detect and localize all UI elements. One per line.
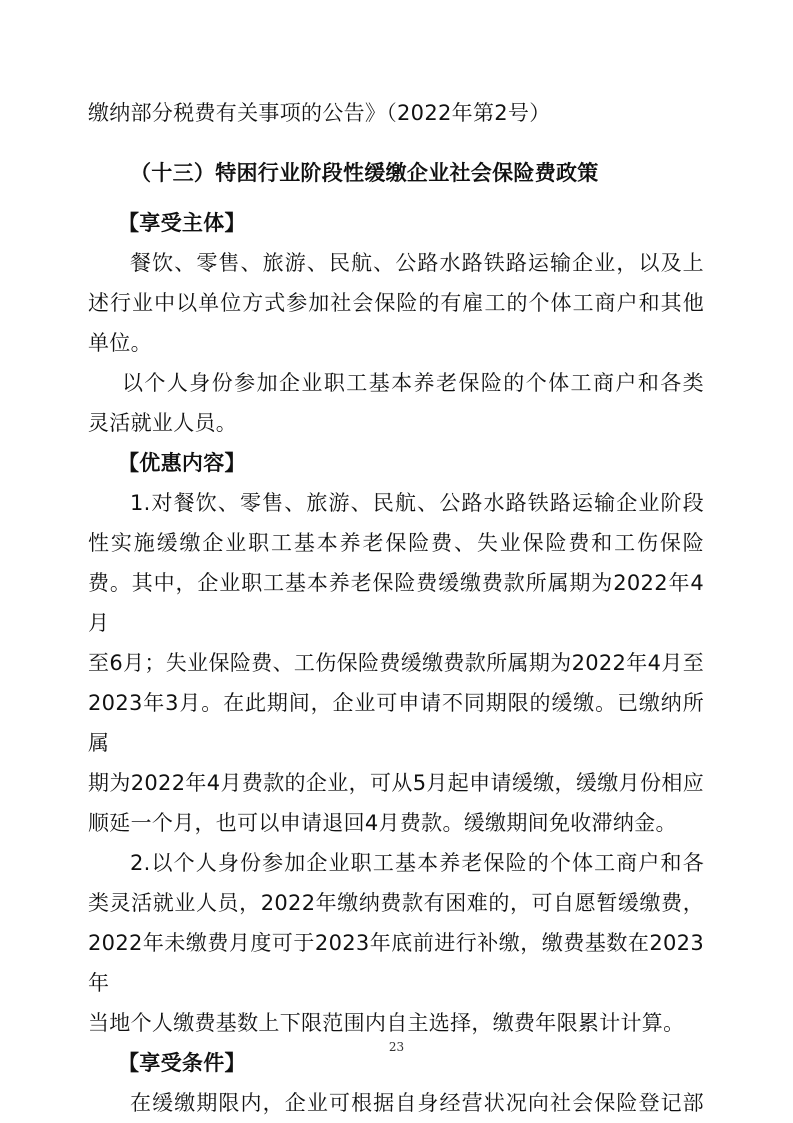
text-line: 期为2022年4月费款的企业，可从5月起申请缓缴，缓缴月份相应	[88, 771, 704, 795]
subheading-subject: 【享受主体】	[118, 211, 246, 235]
text-line: 以个人身份参加企业职工基本养老保险的个体工商户和各类	[122, 371, 704, 395]
page-number: 23	[388, 1040, 405, 1054]
text-line: 当地个人缴费基数上下限范围内自主选择，缴费年限累计计算。	[88, 1011, 685, 1035]
text-line: 1.对餐饮、零售、旅游、民航、公路水路铁路运输企业阶段	[130, 491, 704, 515]
subheading-content: 【优惠内容】	[118, 451, 246, 475]
text-line: 性实施缓缴企业职工基本养老保险费、失业保险费和工伤保险	[88, 531, 704, 555]
document-body	[88, 93, 704, 1123]
text-line: 缴纳部分税费有关事项的公告》（2022年第2号）	[88, 101, 551, 125]
text-line: 餐饮、零售、旅游、民航、公路水路铁路运输企业，以及上	[130, 251, 704, 275]
text-line: 2023年3月。在此期间，企业可申请不同期限的缓缴。已缴纳所属	[88, 691, 704, 755]
text-line: 顺延一个月，也可以申请退回4月费款。缓缴期间免收滞纳金。	[88, 811, 677, 835]
text-line: 至6月；失业保险费、工伤保险费缓缴费款所属期为2022年4月至	[88, 651, 704, 675]
text-line: 单位。	[88, 331, 152, 355]
text-line: 类灵活就业人员，2022年缴纳费款有困难的，可自愿暂缓缴费，	[88, 891, 704, 915]
section-heading: （十三）特困行业阶段性缓缴企业社会保险费政策	[130, 161, 599, 185]
subheading-condition: 【享受条件】	[118, 1051, 246, 1075]
text-line: 述行业中以单位方式参加社会保险的有雇工的个体工商户和其他	[88, 291, 704, 315]
text-line: 2.以个人身份参加企业职工基本养老保险的个体工商户和各	[130, 851, 704, 875]
text-line: 灵活就业人员。	[88, 411, 238, 435]
text-line: 在缓缴期限内，企业可根据自身经营状况向社会保险登记部	[130, 1091, 704, 1115]
text-line: 2022年未缴费月度可于2023年底前进行补缴，缴费基数在2023年	[88, 931, 704, 995]
text-line: 费。其中，企业职工基本养老保险费缓缴费款所属期为2022年4月	[88, 571, 704, 635]
